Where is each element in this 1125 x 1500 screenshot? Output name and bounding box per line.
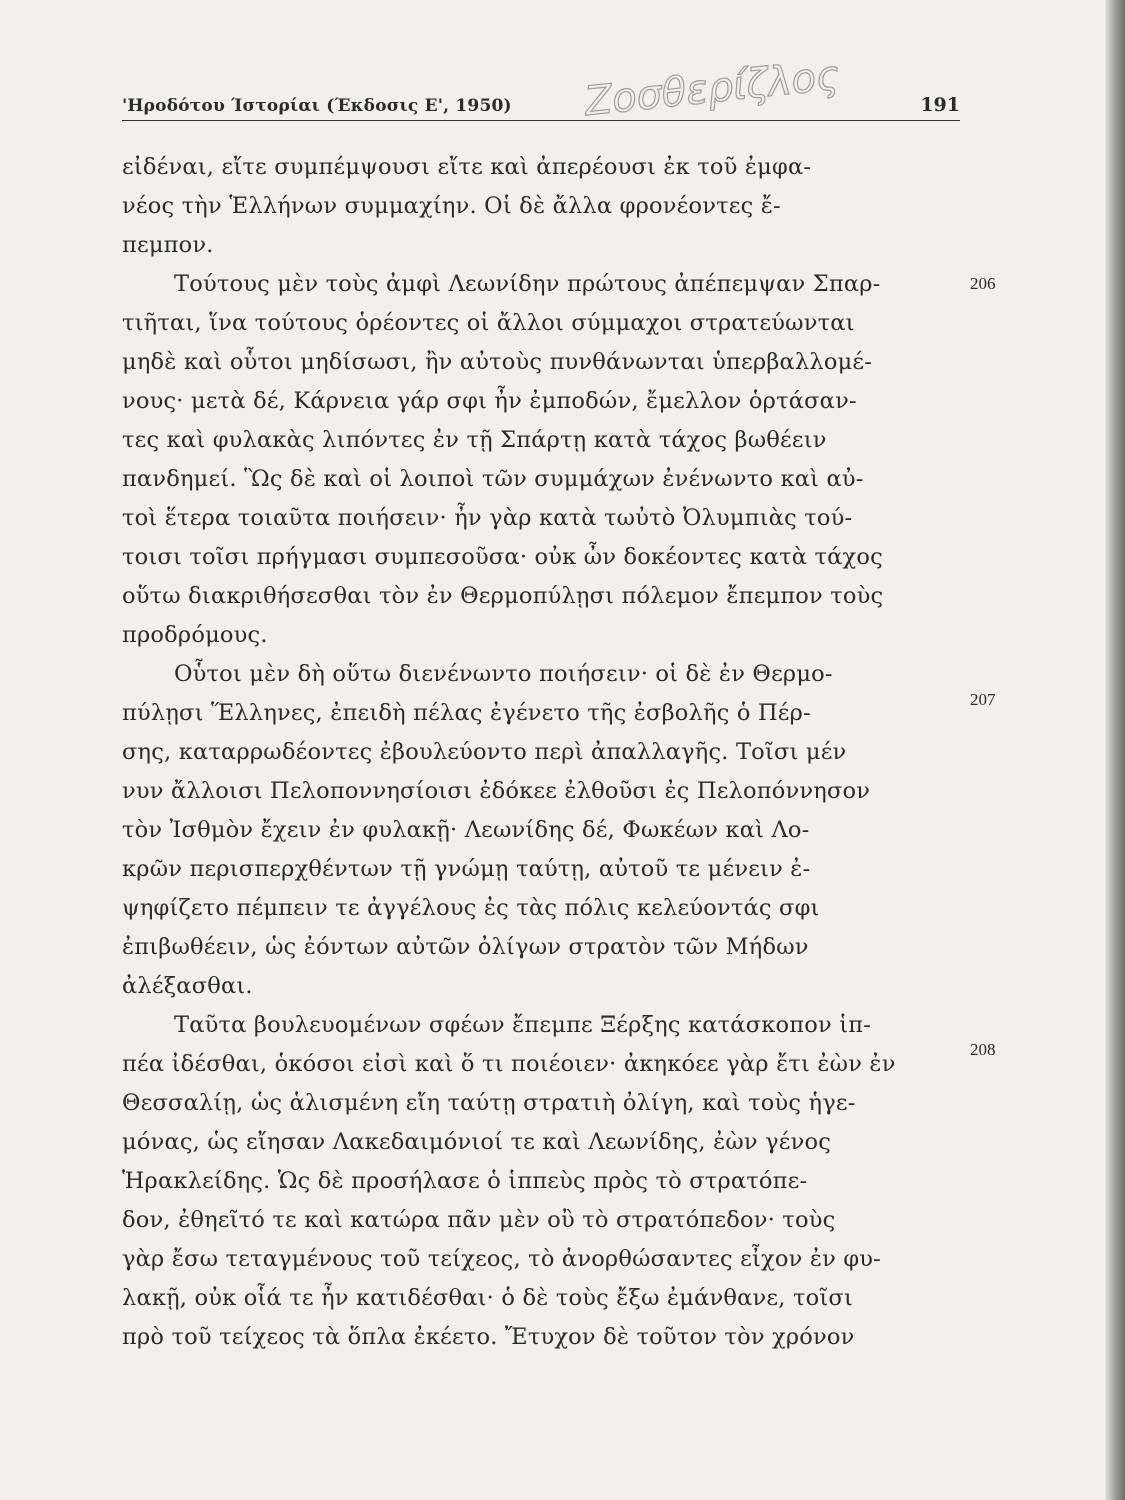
text-line: Ἡρακλείδης. Ὡς δὲ προσήλασε ὁ ἱππεὺς πρὸς τὸ στρατόπε- xyxy=(122,1168,808,1194)
text-line: τιῆται, ἵνα τούτους ὁρέοντες οἱ ἄλλοι σύμμαχοι στρατεύωνται xyxy=(122,310,855,336)
text-line: Θεσσαλίῃ, ὡς ἁλισμένη εἴη ταύτῃ στρατιὴ ὀλίγη, καὶ τοὺς ἡγε- xyxy=(122,1090,856,1116)
text-line: νέος τὴν Ἑλλήνων συμμαχίην. Οἱ δὲ ἄλλα φρονέοντες ἔ- xyxy=(122,193,781,219)
text-line: γὰρ ἔσω τεταγμένους τοῦ τείχεος, τὸ ἀνορθώσαντες εἶχον ἐν φυ- xyxy=(122,1246,881,1272)
paragraph-start: Οὗτοι μὲν δὴ οὕτω διενένωντο ποιήσειν· οἱ δὲ ἐν Θερμο- xyxy=(174,661,833,687)
body-text xyxy=(122,148,960,1357)
text-line: μηδὲ καὶ οὗτοι μηδίσωσι, ἢν αὐτοὺς πυνθάνωνται ὑπερβαλλομέ- xyxy=(122,349,873,375)
section-number-206: 206 xyxy=(970,274,996,293)
text-line: οὕτω διακριθήσεσθαι τὸν ἐν Θερμοπύλῃσι πόλεμον ἔπεμπον τοὺς xyxy=(122,583,884,609)
page-number: 191 xyxy=(920,94,960,116)
text-line: δον, ἐθηεῖτό τε καὶ κατώρα πᾶν μὲν οὒ τὸ στρατόπεδον· τοὺς xyxy=(122,1207,836,1233)
text-line: νυν ἄλλοισι Πελοποννησίοισι ἐδόκεε ἐλθοῦσι ἐς Πελοπόννησον xyxy=(122,778,871,804)
text-line: ἐπιβωθέειν, ὡς ἐόντων αὐτῶν ὀλίγων στρατὸν τῶν Μήδων xyxy=(122,934,809,960)
text-line: ἀλέξασθαι. xyxy=(122,973,253,999)
page-edge xyxy=(1105,0,1125,1500)
text-line: πέα ἰδέσθαι, ὁκόσοι εἰσὶ καὶ ὅ τι ποιέοιεν· ἀκηκόεε γὰρ ἔτι ἐὼν ἐν xyxy=(122,1051,896,1077)
text-line: μόνας, ὡς εἴησαν Λακεδαιμόνιοί τε καὶ Λεωνίδης, ἐὼν γένος xyxy=(122,1129,832,1155)
text-line: πανδημεί. Ὣς δὲ καὶ οἱ λοιποὶ τῶν συμμάχων ἐνένωντο καὶ αὐ- xyxy=(122,466,864,492)
text-line: τες καὶ φυλακὰς λιπόντες ἐν τῇ Σπάρτῃ κατὰ τάχος βωθέειν xyxy=(122,427,827,453)
text-line: πύλῃσι Ἕλληνες, ἐπειδὴ πέλας ἐγένετο τῆς ἐσβολῆς ὁ Πέρ- xyxy=(122,700,811,726)
handwritten-signature xyxy=(580,30,880,140)
paragraph-start: Τούτους μὲν τοὺς ἀμφὶ Λεωνίδην πρώτους ἀπέπεμψαν Σπαρ- xyxy=(174,271,881,297)
running-head-title: 'Ηροδότου Ίστορίαι (Έκδοσις Ε', 1950) xyxy=(122,96,512,116)
text-line: σης, καταρρωδέοντες ἐβουλεύοντο περὶ ἀπαλλαγῆς. Τοῖσι μέν xyxy=(122,739,847,765)
text-line: τοισι τοῖσι πρήγμασι συμπεσοῦσα· οὐκ ὦν δοκέοντες κατὰ τάχος xyxy=(122,544,883,570)
paragraph-start: Ταῦτα βουλευομένων σφέων ἔπεμπε Ξέρξης κατάσκοπον ἱπ- xyxy=(174,1012,872,1038)
text-line: προδρόμους. xyxy=(122,622,268,648)
text-line: τὸν Ἰσθμὸν ἔχειν ἐν φυλακῇ· Λεωνίδης δέ, Φωκέων καὶ Λο- xyxy=(122,817,810,843)
text-line: εἰδέναι, εἴτε συμπέμψουσι εἴτε καὶ ἀπερέουσι ἐκ τοῦ ἐμφα- xyxy=(122,154,812,180)
text-line: νους· μετὰ δέ, Κάρνεια γάρ σφι ἦν ἐμποδών, ἔμελλον ὁρτάσαν- xyxy=(122,388,857,414)
section-number-208: 208 xyxy=(970,1040,996,1059)
text-line: κρῶν περισπερχθέντων τῇ γνώμῃ ταύτῃ, αὐτοῦ τε μένειν ἐ- xyxy=(122,856,811,882)
text-line: ψηφίζετο πέμπειν τε ἀγγέλους ἐς τὰς πόλις κελεύοντάς σφι xyxy=(122,895,820,921)
svg-text:Ζοσθερίζλος: Ζοσθερίζλος xyxy=(582,52,842,126)
section-number-207: 207 xyxy=(970,690,996,709)
text-line: πρὸ τοῦ τείχεος τὰ ὅπλα ἐκέετο. Ἔτυχον δὲ τοῦτον τὸν χρόνον xyxy=(122,1324,855,1350)
text-line: πεμπον. xyxy=(122,232,214,258)
text-line: λακῇ, οὐκ οἷά τε ἦν κατιδέσθαι· ὁ δὲ τοὺς ἔξω ἐμάνθανε, τοῖσι xyxy=(122,1285,853,1311)
text-line: τοὶ ἕτερα τοιαῦτα ποιήσειν· ἦν γὰρ κατὰ τωὐτὸ Ὀλυμπιὰς τού- xyxy=(122,505,853,531)
